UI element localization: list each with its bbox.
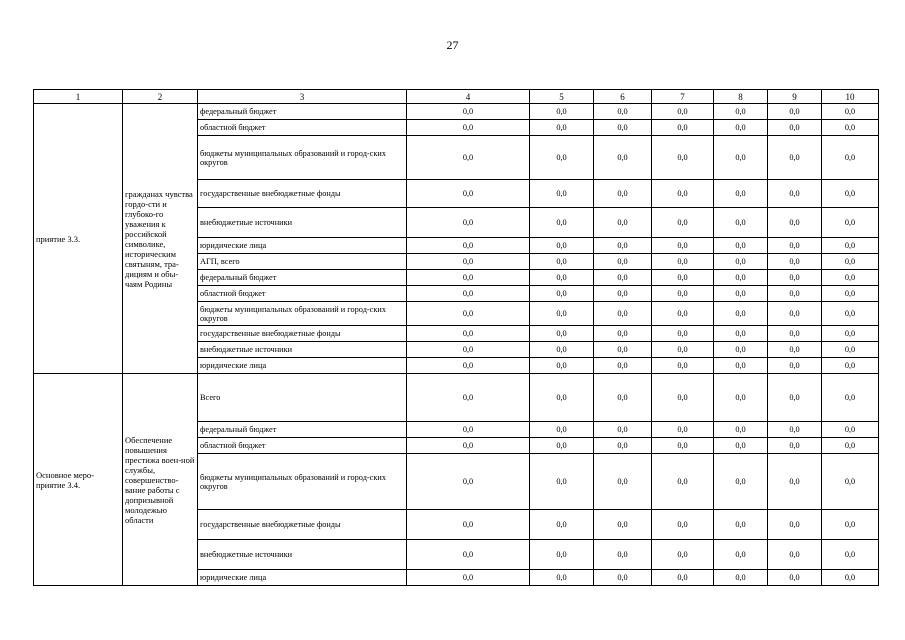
value-cell: 0,0 bbox=[822, 120, 879, 136]
value-cell: 0,0 bbox=[594, 342, 652, 358]
value-cell: 0,0 bbox=[407, 422, 530, 438]
value-cell: 0,0 bbox=[594, 422, 652, 438]
measure-name-cell: Обеспечение повышения престижа воен-ной службы, совершенство-вание работы с допризывной молодежью области bbox=[123, 374, 198, 586]
value-cell: 0,0 bbox=[714, 136, 768, 180]
value-cell: 0,0 bbox=[822, 358, 879, 374]
value-cell: 0,0 bbox=[530, 238, 594, 254]
value-cell: 0,0 bbox=[594, 510, 652, 540]
value-cell: 0,0 bbox=[822, 136, 879, 180]
col-header: 8 bbox=[714, 90, 768, 104]
funding-source-label: бюджеты муниципальных образований и город-ских округов bbox=[198, 302, 407, 326]
value-cell: 0,0 bbox=[714, 302, 768, 326]
value-cell: 0,0 bbox=[407, 104, 530, 120]
funding-source-label: государственные внебюджетные фонды bbox=[198, 326, 407, 342]
value-cell: 0,0 bbox=[768, 454, 822, 510]
value-cell: 0,0 bbox=[407, 238, 530, 254]
measure-code-cell: приятие 3.3. bbox=[34, 104, 123, 374]
value-cell: 0,0 bbox=[530, 254, 594, 270]
value-cell: 0,0 bbox=[768, 254, 822, 270]
value-cell: 0,0 bbox=[768, 326, 822, 342]
funding-source-label: федеральный бюджет bbox=[198, 270, 407, 286]
col-header: 6 bbox=[594, 90, 652, 104]
value-cell: 0,0 bbox=[652, 136, 714, 180]
value-cell: 0,0 bbox=[407, 358, 530, 374]
value-cell: 0,0 bbox=[407, 208, 530, 238]
col-header: 10 bbox=[822, 90, 879, 104]
value-cell: 0,0 bbox=[714, 238, 768, 254]
value-cell: 0,0 bbox=[768, 342, 822, 358]
value-cell: 0,0 bbox=[714, 286, 768, 302]
value-cell: 0,0 bbox=[652, 238, 714, 254]
value-cell: 0,0 bbox=[407, 540, 530, 570]
funding-source-label: внебюджетные источники bbox=[198, 208, 407, 238]
value-cell: 0,0 bbox=[714, 422, 768, 438]
value-cell: 0,0 bbox=[822, 286, 879, 302]
value-cell: 0,0 bbox=[714, 326, 768, 342]
value-cell: 0,0 bbox=[714, 454, 768, 510]
value-cell: 0,0 bbox=[714, 120, 768, 136]
value-cell: 0,0 bbox=[530, 374, 594, 422]
value-cell: 0,0 bbox=[407, 326, 530, 342]
col-header: 5 bbox=[530, 90, 594, 104]
value-cell: 0,0 bbox=[407, 180, 530, 208]
value-cell: 0,0 bbox=[530, 136, 594, 180]
value-cell: 0,0 bbox=[768, 104, 822, 120]
value-cell: 0,0 bbox=[822, 454, 879, 510]
value-cell: 0,0 bbox=[594, 120, 652, 136]
funding-source-label: федеральный бюджет bbox=[198, 104, 407, 120]
funding-source-label: юридические лица bbox=[198, 358, 407, 374]
funding-source-label: государственные внебюджетные фонды bbox=[198, 180, 407, 208]
value-cell: 0,0 bbox=[530, 120, 594, 136]
funding-source-label: областной бюджет bbox=[198, 438, 407, 454]
value-cell: 0,0 bbox=[652, 208, 714, 238]
value-cell: 0,0 bbox=[768, 120, 822, 136]
value-cell: 0,0 bbox=[822, 180, 879, 208]
value-cell: 0,0 bbox=[530, 302, 594, 326]
value-cell: 0,0 bbox=[714, 342, 768, 358]
col-header: 7 bbox=[652, 90, 714, 104]
col-header: 3 bbox=[198, 90, 407, 104]
value-cell: 0,0 bbox=[768, 438, 822, 454]
value-cell: 0,0 bbox=[768, 540, 822, 570]
header-row bbox=[34, 90, 879, 104]
value-cell: 0,0 bbox=[594, 570, 652, 586]
value-cell: 0,0 bbox=[407, 454, 530, 510]
value-cell: 0,0 bbox=[768, 286, 822, 302]
funding-source-label: Всего bbox=[198, 374, 407, 422]
col-header: 4 bbox=[407, 90, 530, 104]
measure-name-cell: гражданах чувства гордо-сти и глубоко-го уважения к российской символике, историческим святыням, тра-дициям и обы-чаям Родины bbox=[123, 104, 198, 374]
value-cell: 0,0 bbox=[407, 342, 530, 358]
value-cell: 0,0 bbox=[768, 136, 822, 180]
value-cell: 0,0 bbox=[530, 326, 594, 342]
value-cell: 0,0 bbox=[714, 104, 768, 120]
value-cell: 0,0 bbox=[407, 570, 530, 586]
funding-source-label: юридические лица bbox=[198, 570, 407, 586]
funding-source-label: бюджеты муниципальных образований и город-ских округов bbox=[198, 454, 407, 510]
col-header: 1 bbox=[34, 90, 123, 104]
value-cell: 0,0 bbox=[822, 342, 879, 358]
value-cell: 0,0 bbox=[530, 180, 594, 208]
value-cell: 0,0 bbox=[768, 208, 822, 238]
funding-source-label: АГП, всего bbox=[198, 254, 407, 270]
value-cell: 0,0 bbox=[594, 302, 652, 326]
value-cell: 0,0 bbox=[714, 180, 768, 208]
funding-source-label: федеральный бюджет bbox=[198, 422, 407, 438]
value-cell: 0,0 bbox=[652, 374, 714, 422]
value-cell: 0,0 bbox=[594, 374, 652, 422]
value-cell: 0,0 bbox=[822, 270, 879, 286]
value-cell: 0,0 bbox=[594, 254, 652, 270]
value-cell: 0,0 bbox=[652, 570, 714, 586]
value-cell: 0,0 bbox=[530, 208, 594, 238]
value-cell: 0,0 bbox=[407, 286, 530, 302]
value-cell: 0,0 bbox=[822, 302, 879, 326]
funding-source-label: внебюджетные источники bbox=[198, 540, 407, 570]
value-cell: 0,0 bbox=[714, 374, 768, 422]
funding-table bbox=[33, 89, 879, 586]
page-number: 27 bbox=[446, 38, 459, 52]
funding-source-label: государственные внебюджетные фонды bbox=[198, 510, 407, 540]
value-cell: 0,0 bbox=[407, 438, 530, 454]
value-cell: 0,0 bbox=[652, 342, 714, 358]
value-cell: 0,0 bbox=[714, 358, 768, 374]
value-cell: 0,0 bbox=[822, 570, 879, 586]
value-cell: 0,0 bbox=[768, 570, 822, 586]
value-cell: 0,0 bbox=[822, 208, 879, 238]
value-cell: 0,0 bbox=[652, 454, 714, 510]
value-cell: 0,0 bbox=[594, 136, 652, 180]
value-cell: 0,0 bbox=[530, 342, 594, 358]
value-cell: 0,0 bbox=[530, 270, 594, 286]
value-cell: 0,0 bbox=[407, 136, 530, 180]
value-cell: 0,0 bbox=[407, 510, 530, 540]
value-cell: 0,0 bbox=[714, 254, 768, 270]
value-cell: 0,0 bbox=[714, 570, 768, 586]
value-cell: 0,0 bbox=[768, 358, 822, 374]
value-cell: 0,0 bbox=[652, 254, 714, 270]
table-body bbox=[34, 104, 879, 586]
value-cell: 0,0 bbox=[822, 104, 879, 120]
value-cell: 0,0 bbox=[407, 270, 530, 286]
value-cell: 0,0 bbox=[530, 358, 594, 374]
value-cell: 0,0 bbox=[714, 510, 768, 540]
value-cell: 0,0 bbox=[768, 238, 822, 254]
value-cell: 0,0 bbox=[407, 302, 530, 326]
value-cell: 0,0 bbox=[652, 302, 714, 326]
value-cell: 0,0 bbox=[714, 540, 768, 570]
col-header: 2 bbox=[123, 90, 198, 104]
value-cell: 0,0 bbox=[530, 104, 594, 120]
value-cell: 0,0 bbox=[768, 510, 822, 540]
value-cell: 0,0 bbox=[822, 254, 879, 270]
value-cell: 0,0 bbox=[822, 422, 879, 438]
value-cell: 0,0 bbox=[407, 254, 530, 270]
value-cell: 0,0 bbox=[652, 510, 714, 540]
col-header: 9 bbox=[768, 90, 822, 104]
value-cell: 0,0 bbox=[652, 120, 714, 136]
value-cell: 0,0 bbox=[714, 208, 768, 238]
table-row bbox=[34, 374, 879, 422]
funding-source-label: юридические лица bbox=[198, 238, 407, 254]
value-cell: 0,0 bbox=[822, 438, 879, 454]
value-cell: 0,0 bbox=[530, 422, 594, 438]
funding-source-label: областной бюджет bbox=[198, 120, 407, 136]
value-cell: 0,0 bbox=[530, 540, 594, 570]
value-cell: 0,0 bbox=[594, 208, 652, 238]
value-cell: 0,0 bbox=[768, 302, 822, 326]
value-cell: 0,0 bbox=[714, 270, 768, 286]
value-cell: 0,0 bbox=[594, 454, 652, 510]
value-cell: 0,0 bbox=[407, 120, 530, 136]
value-cell: 0,0 bbox=[768, 374, 822, 422]
value-cell: 0,0 bbox=[652, 540, 714, 570]
value-cell: 0,0 bbox=[652, 270, 714, 286]
value-cell: 0,0 bbox=[594, 180, 652, 208]
measure-code-cell: Основное меро-приятие 3.4. bbox=[34, 374, 123, 586]
value-cell: 0,0 bbox=[407, 374, 530, 422]
value-cell: 0,0 bbox=[768, 270, 822, 286]
value-cell: 0,0 bbox=[594, 540, 652, 570]
value-cell: 0,0 bbox=[652, 180, 714, 208]
value-cell: 0,0 bbox=[652, 358, 714, 374]
value-cell: 0,0 bbox=[594, 358, 652, 374]
funding-source-label: бюджеты муниципальных образований и город-ских округов bbox=[198, 136, 407, 180]
value-cell: 0,0 bbox=[652, 438, 714, 454]
value-cell: 0,0 bbox=[594, 238, 652, 254]
value-cell: 0,0 bbox=[822, 374, 879, 422]
value-cell: 0,0 bbox=[652, 104, 714, 120]
value-cell: 0,0 bbox=[652, 326, 714, 342]
value-cell: 0,0 bbox=[822, 238, 879, 254]
value-cell: 0,0 bbox=[652, 286, 714, 302]
value-cell: 0,0 bbox=[530, 510, 594, 540]
value-cell: 0,0 bbox=[594, 438, 652, 454]
funding-source-label: внебюджетные источники bbox=[198, 342, 407, 358]
value-cell: 0,0 bbox=[822, 510, 879, 540]
value-cell: 0,0 bbox=[530, 438, 594, 454]
table-row bbox=[34, 104, 879, 120]
value-cell: 0,0 bbox=[768, 180, 822, 208]
value-cell: 0,0 bbox=[714, 438, 768, 454]
value-cell: 0,0 bbox=[594, 270, 652, 286]
value-cell: 0,0 bbox=[594, 286, 652, 302]
value-cell: 0,0 bbox=[652, 422, 714, 438]
value-cell: 0,0 bbox=[530, 570, 594, 586]
funding-source-label: областной бюджет bbox=[198, 286, 407, 302]
value-cell: 0,0 bbox=[530, 286, 594, 302]
value-cell: 0,0 bbox=[530, 454, 594, 510]
value-cell: 0,0 bbox=[822, 326, 879, 342]
value-cell: 0,0 bbox=[594, 104, 652, 120]
value-cell: 0,0 bbox=[822, 540, 879, 570]
value-cell: 0,0 bbox=[768, 422, 822, 438]
value-cell: 0,0 bbox=[594, 326, 652, 342]
